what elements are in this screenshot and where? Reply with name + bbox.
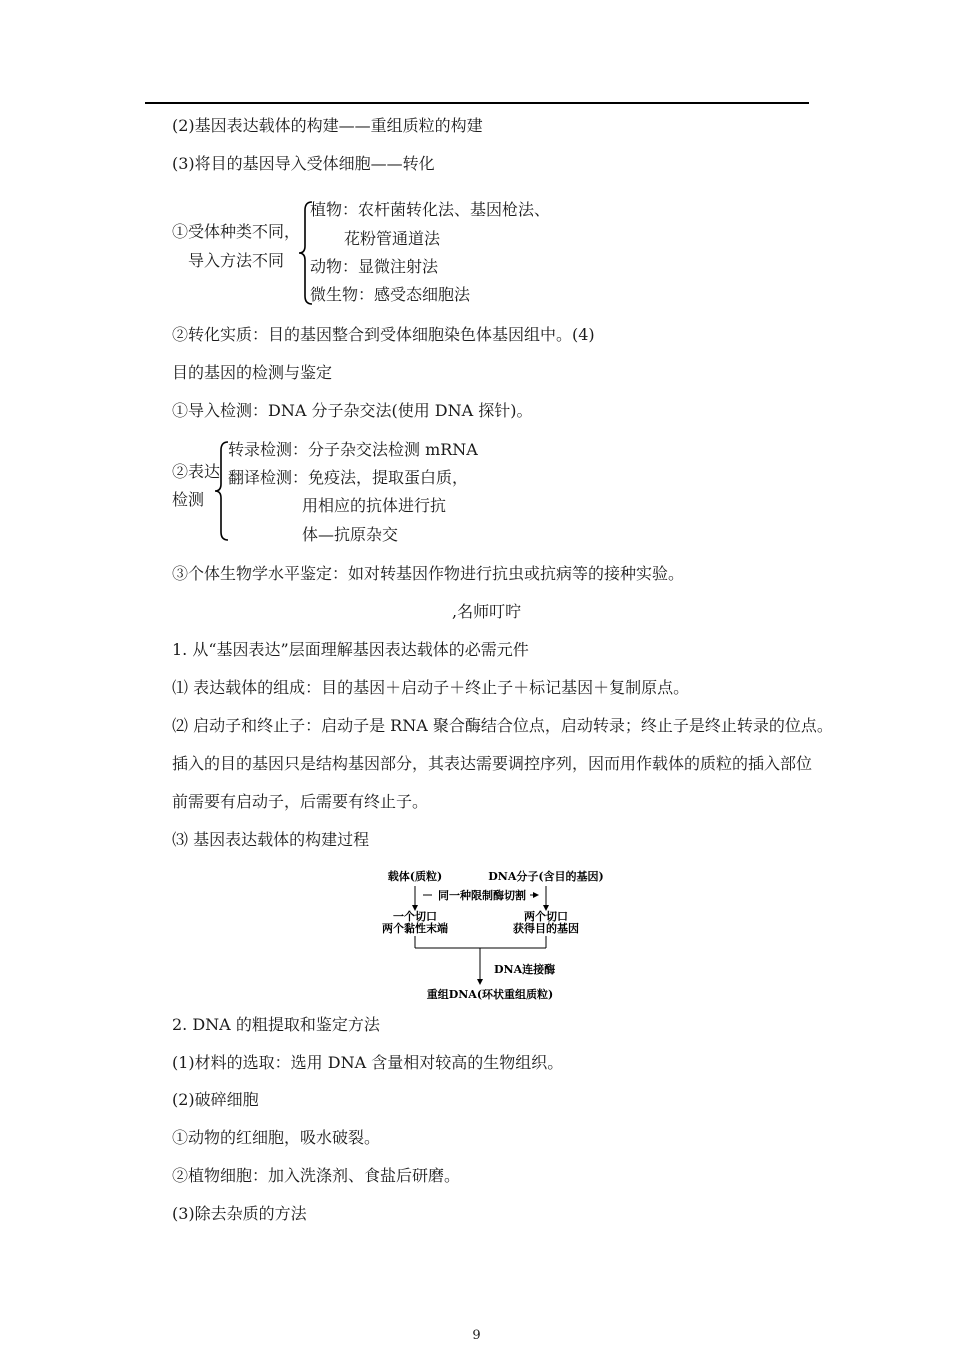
animal-method: 动物：显微注射法	[310, 257, 439, 276]
translation-detection-cont: 体—抗原杂交	[302, 525, 399, 544]
ligase-label: DNA连接酶	[494, 963, 556, 976]
text-line: (2)基因表达载体的构建——重组质粒的构建	[172, 116, 483, 135]
page-number: 9	[472, 1328, 481, 1343]
header-rule	[145, 102, 809, 104]
text-line: ⑶ 基因表达载体的构建过程	[172, 830, 370, 849]
text-line: ①动物的红细胞，吸水破裂。	[172, 1128, 381, 1147]
section-heading: ,名师叮咛	[452, 602, 522, 621]
dna-label: DNA分子(含目的基因)	[488, 870, 604, 883]
text-line: (3)除去杂质的方法	[172, 1204, 307, 1223]
text-line: 插入的目的基因只是结构基因部分，其表达需要调控序列，因而用作载体的质粒的插入部位	[172, 754, 813, 773]
text-line: ①导入检测：DNA 分子杂交法(使用 DNA 探针)。	[172, 401, 533, 420]
text-line: ③个体生物学水平鉴定：如对转基因作物进行抗虫或抗病等的接种实验。	[172, 564, 685, 583]
plant-method: 植物：农杆菌转化法、基因枪法、	[310, 200, 551, 219]
text-line: ⑴ 表达载体的组成：目的基因＋启动子＋终止子＋标记基因＋复制原点。	[172, 678, 690, 697]
receptor-label-b: 导入方法不同	[188, 251, 285, 270]
vector-label: 载体(质粒)	[387, 870, 443, 883]
expression-label-b: 检测	[172, 490, 205, 509]
text-line: (2)破碎细胞	[172, 1090, 259, 1109]
text-line: 前需要有启动子，后需要有终止子。	[172, 792, 429, 811]
microbe-method: 微生物：感受态细胞法	[310, 285, 471, 304]
text-line: 2. DNA 的粗提取和鉴定方法	[172, 1015, 380, 1034]
right-result-a: 两个切口	[524, 910, 568, 923]
receptor-label-a: ①受体种类不同，	[172, 222, 301, 241]
vector-construction-diagram	[360, 860, 620, 1010]
text-line: ②转化实质：目的基因整合到受体细胞染色体基因组中。(4)	[172, 325, 595, 344]
left-result-a: 一个切口	[393, 910, 437, 923]
translation-detection: 翻译检测：免疫法，提取蛋白质，	[228, 468, 469, 487]
text-line: (1)材料的选取：选用 DNA 含量相对较高的生物组织。	[172, 1053, 564, 1072]
result-label: 重组DNA(环状重组质粒)	[426, 988, 554, 1001]
left-result-b: 两个黏性末端	[382, 922, 448, 935]
translation-detection-cont: 用相应的抗体进行抗	[302, 496, 447, 515]
text-line: (3)将目的基因导入受体细胞——转化	[172, 154, 435, 173]
expression-label-a: ②表达	[172, 462, 221, 481]
text-line: ②植物细胞：加入洗涤剂、食盐后研磨。	[172, 1166, 461, 1185]
right-result-b: 获得目的基因	[513, 922, 579, 935]
text-line: 1. 从“基因表达”层面理解基因表达载体的必需元件	[172, 640, 529, 659]
plant-method-cont: 花粉管通道法	[344, 229, 441, 248]
enzyme-label: 同一种限制酶切割	[438, 889, 526, 902]
text-line: 目的基因的检测与鉴定	[172, 363, 333, 382]
text-line: ⑵ 启动子和终止子：启动子是 RNA 聚合酶结合位点，启动转录；终止子是终止转录的位点。	[172, 716, 833, 735]
transcription-detection: 转录检测：分子杂交法检测 mRNA	[228, 440, 478, 459]
